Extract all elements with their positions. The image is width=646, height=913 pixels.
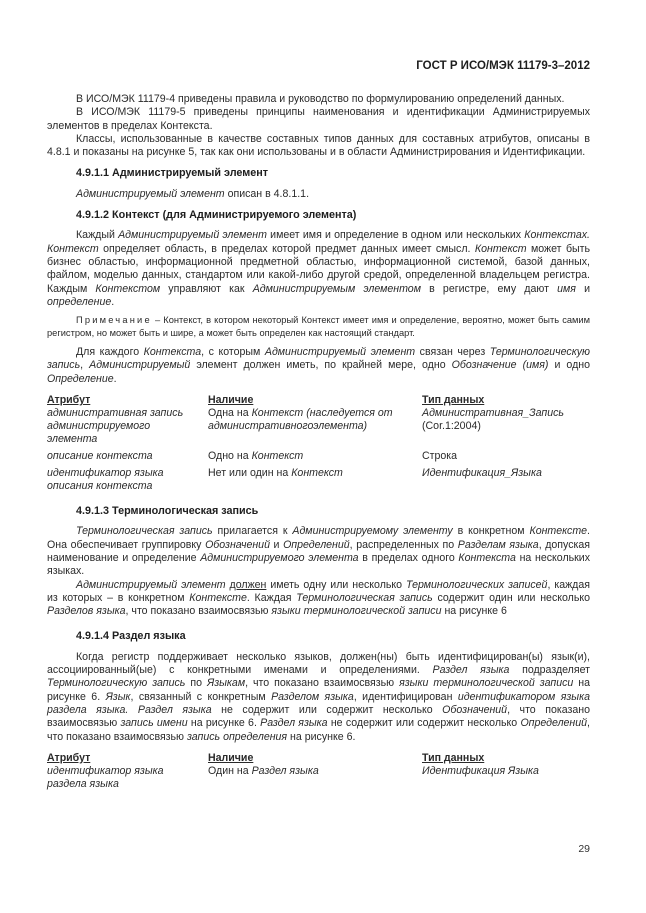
italic-term: языки терминологической записи	[399, 677, 574, 690]
cell-attribute	[47, 467, 208, 493]
text: не содержит или содержит несколько	[211, 703, 443, 716]
text: может быть бизнес областью, информационной предметной областью, информационной системой, базой данных, файлом, моделью данных, стандартом или какой-либо другой средой, определенной владельцем регистра. Каждым	[47, 242, 590, 295]
italic-term: Контекст	[251, 450, 304, 463]
text: и	[269, 538, 284, 551]
text: , что показано взаимосвязью	[245, 677, 400, 690]
intro-paragraph-1: В ИСО/МЭК 11179-4 приведены правила и руководство по формулированию определений данных.	[76, 93, 565, 105]
section-4911-paragraph	[47, 188, 590, 201]
cell-datatype	[422, 450, 590, 463]
italic-term: языки терминологической записи	[271, 605, 442, 618]
italic-term: Администрируемый элемент	[118, 229, 267, 242]
text: , что показано взаимосвязью	[47, 717, 590, 743]
text: в конкретном	[452, 525, 530, 538]
italic-term: Терминологических записей	[405, 578, 548, 591]
attribute-table-context	[47, 394, 590, 493]
text: в пределах одного	[358, 551, 459, 564]
italic-term: Контексте	[189, 591, 247, 604]
text: управляют как	[160, 282, 253, 295]
italic-term: Администрируемый элемент	[76, 578, 226, 591]
standard-header: ГОСТ Р ИСО/МЭК 11179-3–2012	[416, 60, 590, 72]
section-4913-paragraph-1	[47, 525, 590, 578]
italic-term: Разделом языка	[271, 690, 354, 703]
intro-paragraph-3: Классы, использованные в качестве составных типов данных для составных атрибутов, описаны в 4.8.1 и показаны на рисунке 5, так как они использованы и в области Администрирования и Идентификации.	[47, 132, 590, 159]
italic-term: Терминологическую запись	[47, 346, 590, 372]
text: прилагается к	[212, 525, 293, 538]
attribute-table-language-section	[47, 752, 590, 791]
column-header-attribute: Атрибут	[47, 751, 91, 764]
text: , распределенных по	[349, 538, 458, 551]
note-label: Примечание	[76, 315, 152, 326]
text: на нескольких языках.	[47, 551, 590, 578]
document-body	[47, 93, 590, 803]
italic-term: Определений	[520, 717, 588, 730]
text: имеет имя и определение в одном или нескольких	[266, 229, 525, 242]
italic-term: Определений	[283, 538, 350, 551]
cell-attribute	[47, 407, 208, 446]
italic-term: идентификатор языка описания контекста	[47, 467, 164, 493]
text: связан через	[415, 346, 490, 359]
cell-presence	[208, 467, 422, 493]
text: .	[113, 372, 117, 385]
cell-presence	[208, 765, 422, 791]
text: Для каждого	[76, 346, 144, 359]
section-4913-heading: 4.9.1.3 Терминологическая запись	[76, 505, 259, 518]
text: . Она обеспечивает группировку	[47, 525, 590, 551]
section-4912-paragraph-2	[47, 346, 590, 386]
italic-term: Обозначений	[205, 538, 270, 551]
text: подразделяет	[509, 664, 590, 677]
text: ,	[80, 359, 90, 372]
text: Строка	[422, 450, 458, 463]
text: не содержит или содержит несколько	[327, 717, 521, 730]
italic-term: Администрируемый элемент	[264, 346, 416, 359]
italic-term: Обозначение (имя)	[451, 359, 549, 372]
section-4912-paragraph-1	[47, 229, 590, 309]
italic-term: Идентификация Языка	[422, 764, 539, 777]
text: . Каждая	[246, 591, 297, 604]
text: Когда регистр поддерживает несколько языков, должен(ны) быть идентифицирован(ы) язык(и), ассоциированный(ые) с конкретными именами и определениями.	[47, 650, 590, 677]
italic-term: Терминологическую запись	[47, 677, 186, 690]
column-header-presence: Наличие	[208, 394, 254, 407]
text: иметь одну или несколько	[266, 578, 406, 591]
text: Одна на	[208, 407, 252, 420]
page-number: 29	[578, 843, 590, 855]
italic-term: Администрируемому элементу	[292, 525, 453, 538]
italic-term: Раздел языка	[432, 664, 510, 677]
note-paragraph	[47, 314, 590, 339]
italic-term: Контекста	[458, 551, 516, 564]
cell-attribute	[47, 765, 208, 791]
column-header-attribute: Атрибут	[47, 394, 91, 407]
text: содержит один или несколько	[432, 591, 590, 604]
italic-term: Обозначений	[442, 703, 508, 716]
text: Один на	[208, 764, 252, 777]
italic-term: запись определения	[186, 730, 288, 743]
italic-term: Язык	[105, 690, 131, 703]
text: на рисунке 6.	[187, 717, 261, 730]
text: на рисунке 6	[441, 605, 507, 618]
text: описан в 4.8.1.1.	[224, 187, 310, 200]
text: элемент должен иметь, по крайней мере, одно	[190, 359, 452, 372]
italic-term: описание контекста	[47, 450, 153, 463]
italic-term: Контекст (наследуется от административногоэлемента)	[208, 407, 393, 433]
italic-term: Разделов языка	[47, 605, 126, 618]
text: , идентифицирован	[353, 690, 458, 703]
italic-term: Идентификация_Языка	[422, 467, 542, 480]
underlined-text: должен	[229, 578, 267, 591]
text: , допуская наименование и определение	[47, 538, 590, 564]
italic-term: Терминологическая запись	[76, 525, 213, 538]
text: .	[111, 295, 115, 308]
italic-term: Определение	[47, 372, 114, 385]
section-4911-heading: 4.9.1.1 Администрируемый элемент	[76, 167, 269, 180]
italic-term: Контекст	[291, 467, 343, 480]
italic-term: Контекстах. Контекст	[47, 229, 590, 255]
cell-datatype	[422, 765, 590, 791]
italic-term: Разделам языка	[457, 538, 539, 551]
text: (Cor.1:2004)	[422, 420, 481, 433]
text: , что показано взаимосвязью	[125, 605, 272, 618]
column-header-presence: Наличие	[208, 751, 254, 764]
italic-term: запись имени	[120, 717, 188, 730]
column-header-datatype: Тип данных	[422, 751, 485, 764]
text: Нет или один на	[208, 467, 292, 480]
section-4914-heading: 4.9.1.4 Раздел языка	[76, 630, 186, 643]
cell-datatype	[422, 407, 590, 446]
section-4913-paragraph-2	[47, 579, 590, 619]
italic-term: Администрируемого элемента	[200, 551, 359, 564]
cell-attribute	[47, 450, 208, 463]
italic-term: идентификатором языка раздела языка. Раздел языка	[47, 690, 590, 716]
text: Одно на	[208, 450, 252, 463]
italic-term: идентификатор языка раздела языка	[47, 764, 164, 790]
term: Администрируемый элемент	[76, 187, 225, 200]
cell-presence	[208, 450, 422, 463]
text: , с которым	[201, 346, 265, 359]
text: в регистре, ему дают	[420, 282, 558, 295]
italic-term: Администрируемым элементом	[252, 282, 421, 295]
italic-term: Администрируемый	[89, 359, 191, 372]
italic-term: административная запись администрируемого элемента	[47, 407, 184, 446]
italic-term: определение	[47, 295, 112, 308]
text: , что показано взаимосвязью	[47, 703, 590, 730]
text: на рисунке 6.	[47, 677, 591, 703]
text: и	[575, 282, 591, 295]
cell-datatype	[422, 467, 590, 493]
text: , каждая из которых – в конкретном	[47, 578, 590, 604]
italic-term: Языкам	[206, 677, 246, 690]
italic-term: Контекст	[474, 242, 527, 255]
italic-term: Контексте	[529, 525, 588, 538]
cell-presence	[208, 407, 422, 446]
italic-term: Раздел языка	[260, 717, 328, 730]
text: определяет область, в пределах которой предмет данных имеет смысл.	[98, 242, 475, 255]
text: по	[185, 677, 207, 690]
section-4914-paragraph-1	[47, 651, 590, 744]
text: Каждый	[76, 229, 119, 242]
column-header-datatype: Тип данных	[422, 394, 485, 407]
italic-term: имя	[557, 282, 576, 295]
italic-term: Терминологическая запись	[296, 591, 433, 604]
italic-term: Административная_Запись	[422, 407, 564, 420]
section-4912-heading: 4.9.1.2 Контекст (для Администрируемого элемента)	[76, 209, 357, 222]
italic-term: Раздел языка	[251, 764, 319, 777]
italic-term: Контекстом	[95, 282, 161, 295]
text: , связанный с конкретным	[130, 690, 272, 703]
italic-term: Контекста	[143, 346, 202, 359]
intro-paragraph-2: В ИСО/МЭК 11179-5 приведены принципы наименования и идентификации Администрируемых элементов в пределах Контекста.	[47, 106, 590, 132]
text: на рисунке 6.	[287, 730, 356, 743]
note-text: – Контекст, в котором некоторый Контекст имеет имя и определение, вероятно, может быть самим регистром, но может быть и шире, а может быть определен как настоящий стандарт.	[47, 315, 590, 338]
text: и одно	[548, 359, 590, 372]
